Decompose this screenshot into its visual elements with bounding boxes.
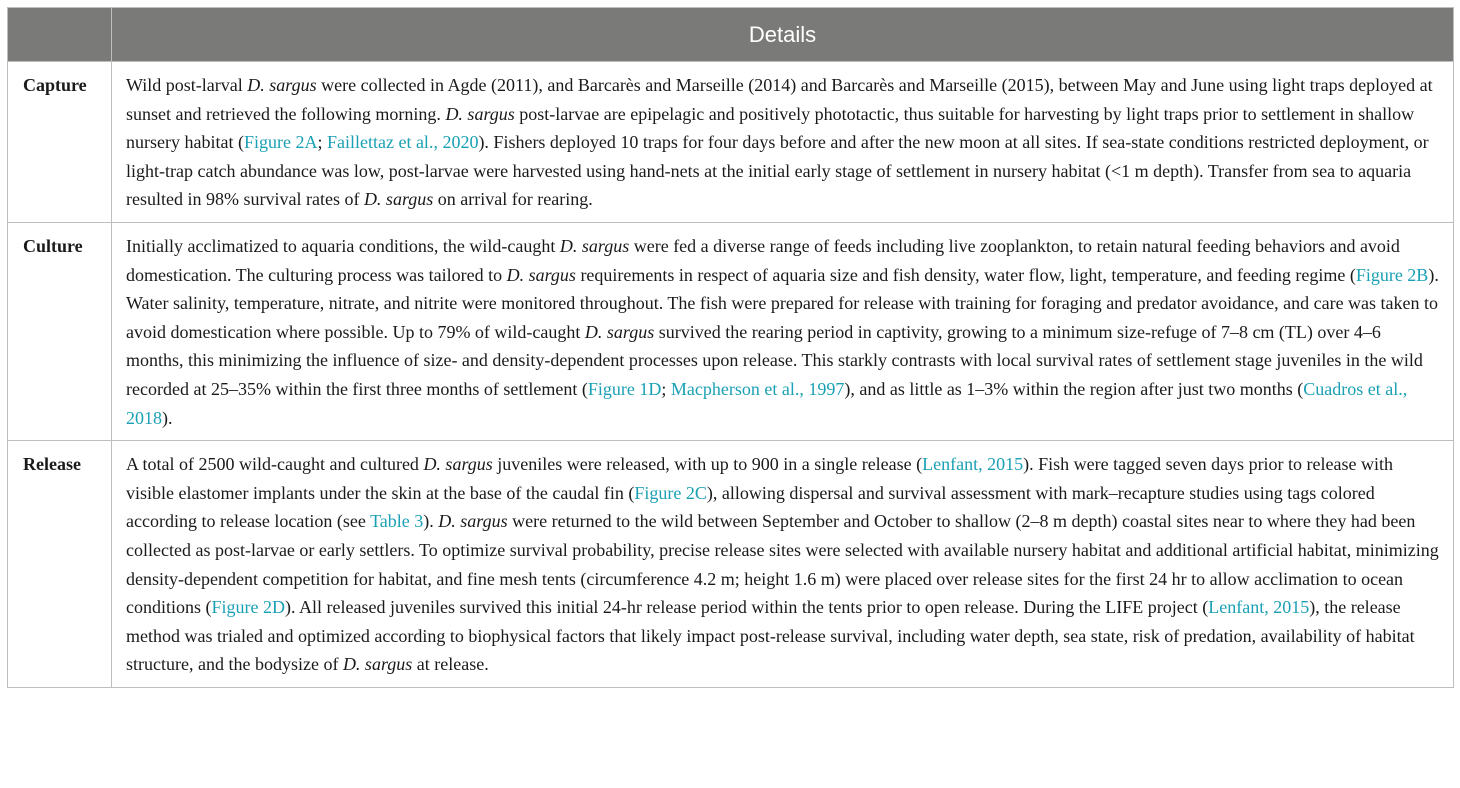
text-run: ). Water salinity, temperature, nitrate, and nitrite were monitored throughout. The fish were prepared for release with training for foraging and predator avoidance, and care was taken to avoid domestication where possible. Up to 79% of wild-caught: [126, 264, 1439, 342]
citation-link[interactable]: Table 3: [370, 511, 424, 532]
text-run: Initially acclimatized to aquaria conditions, the wild-caught: [126, 235, 560, 256]
species-name: D. sargus: [584, 321, 655, 342]
text-run: juveniles were released, with up to 900 in a single release (: [492, 454, 923, 475]
details-table: [7, 7, 1454, 688]
row-label-release: Release: [8, 441, 112, 688]
text-run: ). Fishers deployed 10 traps for four days before and after the new moon at all sites. If sea-state conditions restricted deployment, or light-trap catch abundance was low, post-larvae were harvested using hand-nets at the initial early stage of settlement in nursery habitat (<1 m depth). Transfer from sea to aquaria resulted in 98% survival rates of: [126, 132, 1429, 210]
citation-link[interactable]: Cuadros et al., 2018: [126, 378, 1408, 428]
text-run: ), and as little as 1–3% within the region after just two months (: [844, 378, 1304, 399]
text-run: ;: [317, 132, 327, 153]
text-run: ).: [423, 511, 439, 532]
table-row-release: [8, 441, 1454, 688]
header-label-cell: [8, 8, 112, 62]
citation-link[interactable]: Figure 2B: [1355, 264, 1429, 285]
text-run: A total of 2500 wild-caught and cultured: [126, 454, 424, 475]
text-run: were fed a diverse range of feeds including live zooplankton, to retain natural feeding behaviors and avoid domestication. The culturing process was tailored to: [126, 235, 1400, 285]
species-name: D. sargus: [445, 103, 515, 124]
text-run: ).: [162, 407, 173, 428]
species-name: D. sargus: [247, 75, 317, 95]
citation-link[interactable]: Macpherson et al., 1997: [670, 378, 845, 399]
text-run: survived the rearing period in captivity, growing to a minimum size-refuge of 7–8 cm (TL) over 4–6 months, this minimizing the influence of size- and density-dependent processes upon release. This starkly contrasts with local survival rates of settlement stage juveniles in the wild recorded at 25–35% within the first three months of settlement (: [126, 321, 1423, 399]
citation-link[interactable]: Lenfant, 2015: [1208, 597, 1310, 618]
citation-link[interactable]: Lenfant, 2015: [922, 454, 1024, 475]
citation-link[interactable]: Figure 2C: [634, 482, 707, 503]
text-run: at release.: [412, 654, 489, 675]
species-name: D. sargus: [363, 189, 434, 210]
row-label-culture: Culture: [8, 222, 112, 440]
row-label-capture: Capture: [8, 62, 112, 223]
text-run: ). All released juveniles survived this initial 24-hr release period within the tents prior to open release. During the LIFE project (: [285, 597, 1209, 618]
table-row-culture: [8, 222, 1454, 440]
text-run: were returned to the wild between September and October to shallow (2–8 m depth) coastal sites near to where they had been collected as post-larvae or early settlers. To optimize survival probability, precise release sites were selected with available nursery habitat and additional artificial habitat, minimizing density-dependent competition for habitat, and fine mesh tents (circumference 4.2 m; height 1.6 m) were placed over release sites for the first 24 hr to allow acclimation to ocean conditions (: [126, 511, 1439, 618]
species-name: D. sargus: [438, 511, 508, 532]
table-row-capture: [8, 62, 1454, 223]
species-name: D. sargus: [506, 264, 576, 285]
citation-link[interactable]: Figure 2A: [243, 132, 318, 153]
citation-link[interactable]: Figure 2D: [211, 597, 285, 618]
header-details-cell: Details: [112, 8, 1454, 62]
text-run: ;: [661, 378, 671, 399]
paragraph-capture: [126, 71, 1441, 214]
citation-link[interactable]: Figure 1D: [587, 378, 662, 399]
text-run: ), the release method was trialed and optimized according to biophysical factors that likely impact post-release survival, including water depth, sea state, risk of predation, availability of habitat structure, and the bodysize of: [126, 597, 1415, 675]
paragraph-culture: [126, 232, 1441, 432]
species-name: D. sargus: [423, 454, 493, 475]
species-name: D. sargus: [559, 235, 630, 256]
text-run: were collected in Agde (2011), and Barcarès and Marseille (2014) and Barcarès and Marseille (2015), between May and June using light traps deployed at sunset and retrieved the following morning.: [126, 75, 1433, 124]
paragraph-release: [126, 450, 1441, 679]
text-run: on arrival for rearing.: [433, 189, 593, 210]
text-run: requirements in respect of aquaria size and fish density, water flow, light, temperature, and feeding regime (: [575, 264, 1356, 285]
species-name: D. sargus: [342, 654, 413, 675]
citation-link[interactable]: Faillettaz et al., 2020: [326, 132, 479, 153]
row-details-culture: [112, 222, 1454, 440]
row-details-capture: [112, 62, 1454, 223]
row-details-release: [112, 441, 1454, 688]
header-row: [8, 8, 1454, 62]
text-run: ), allowing dispersal and survival assessment with mark–recapture studies using tags colored according to release location (see: [126, 482, 1375, 532]
text-run: Wild post-larval: [126, 75, 248, 95]
text-run: post-larvae are epipelagic and positively phototactic, thus suitable for harvesting by light traps prior to settlement in shallow nursery habitat (: [126, 103, 1415, 153]
text-run: ). Fish were tagged seven days prior to release with visible elastomer implants under the skin at the base of the caudal fin (: [126, 454, 1394, 503]
